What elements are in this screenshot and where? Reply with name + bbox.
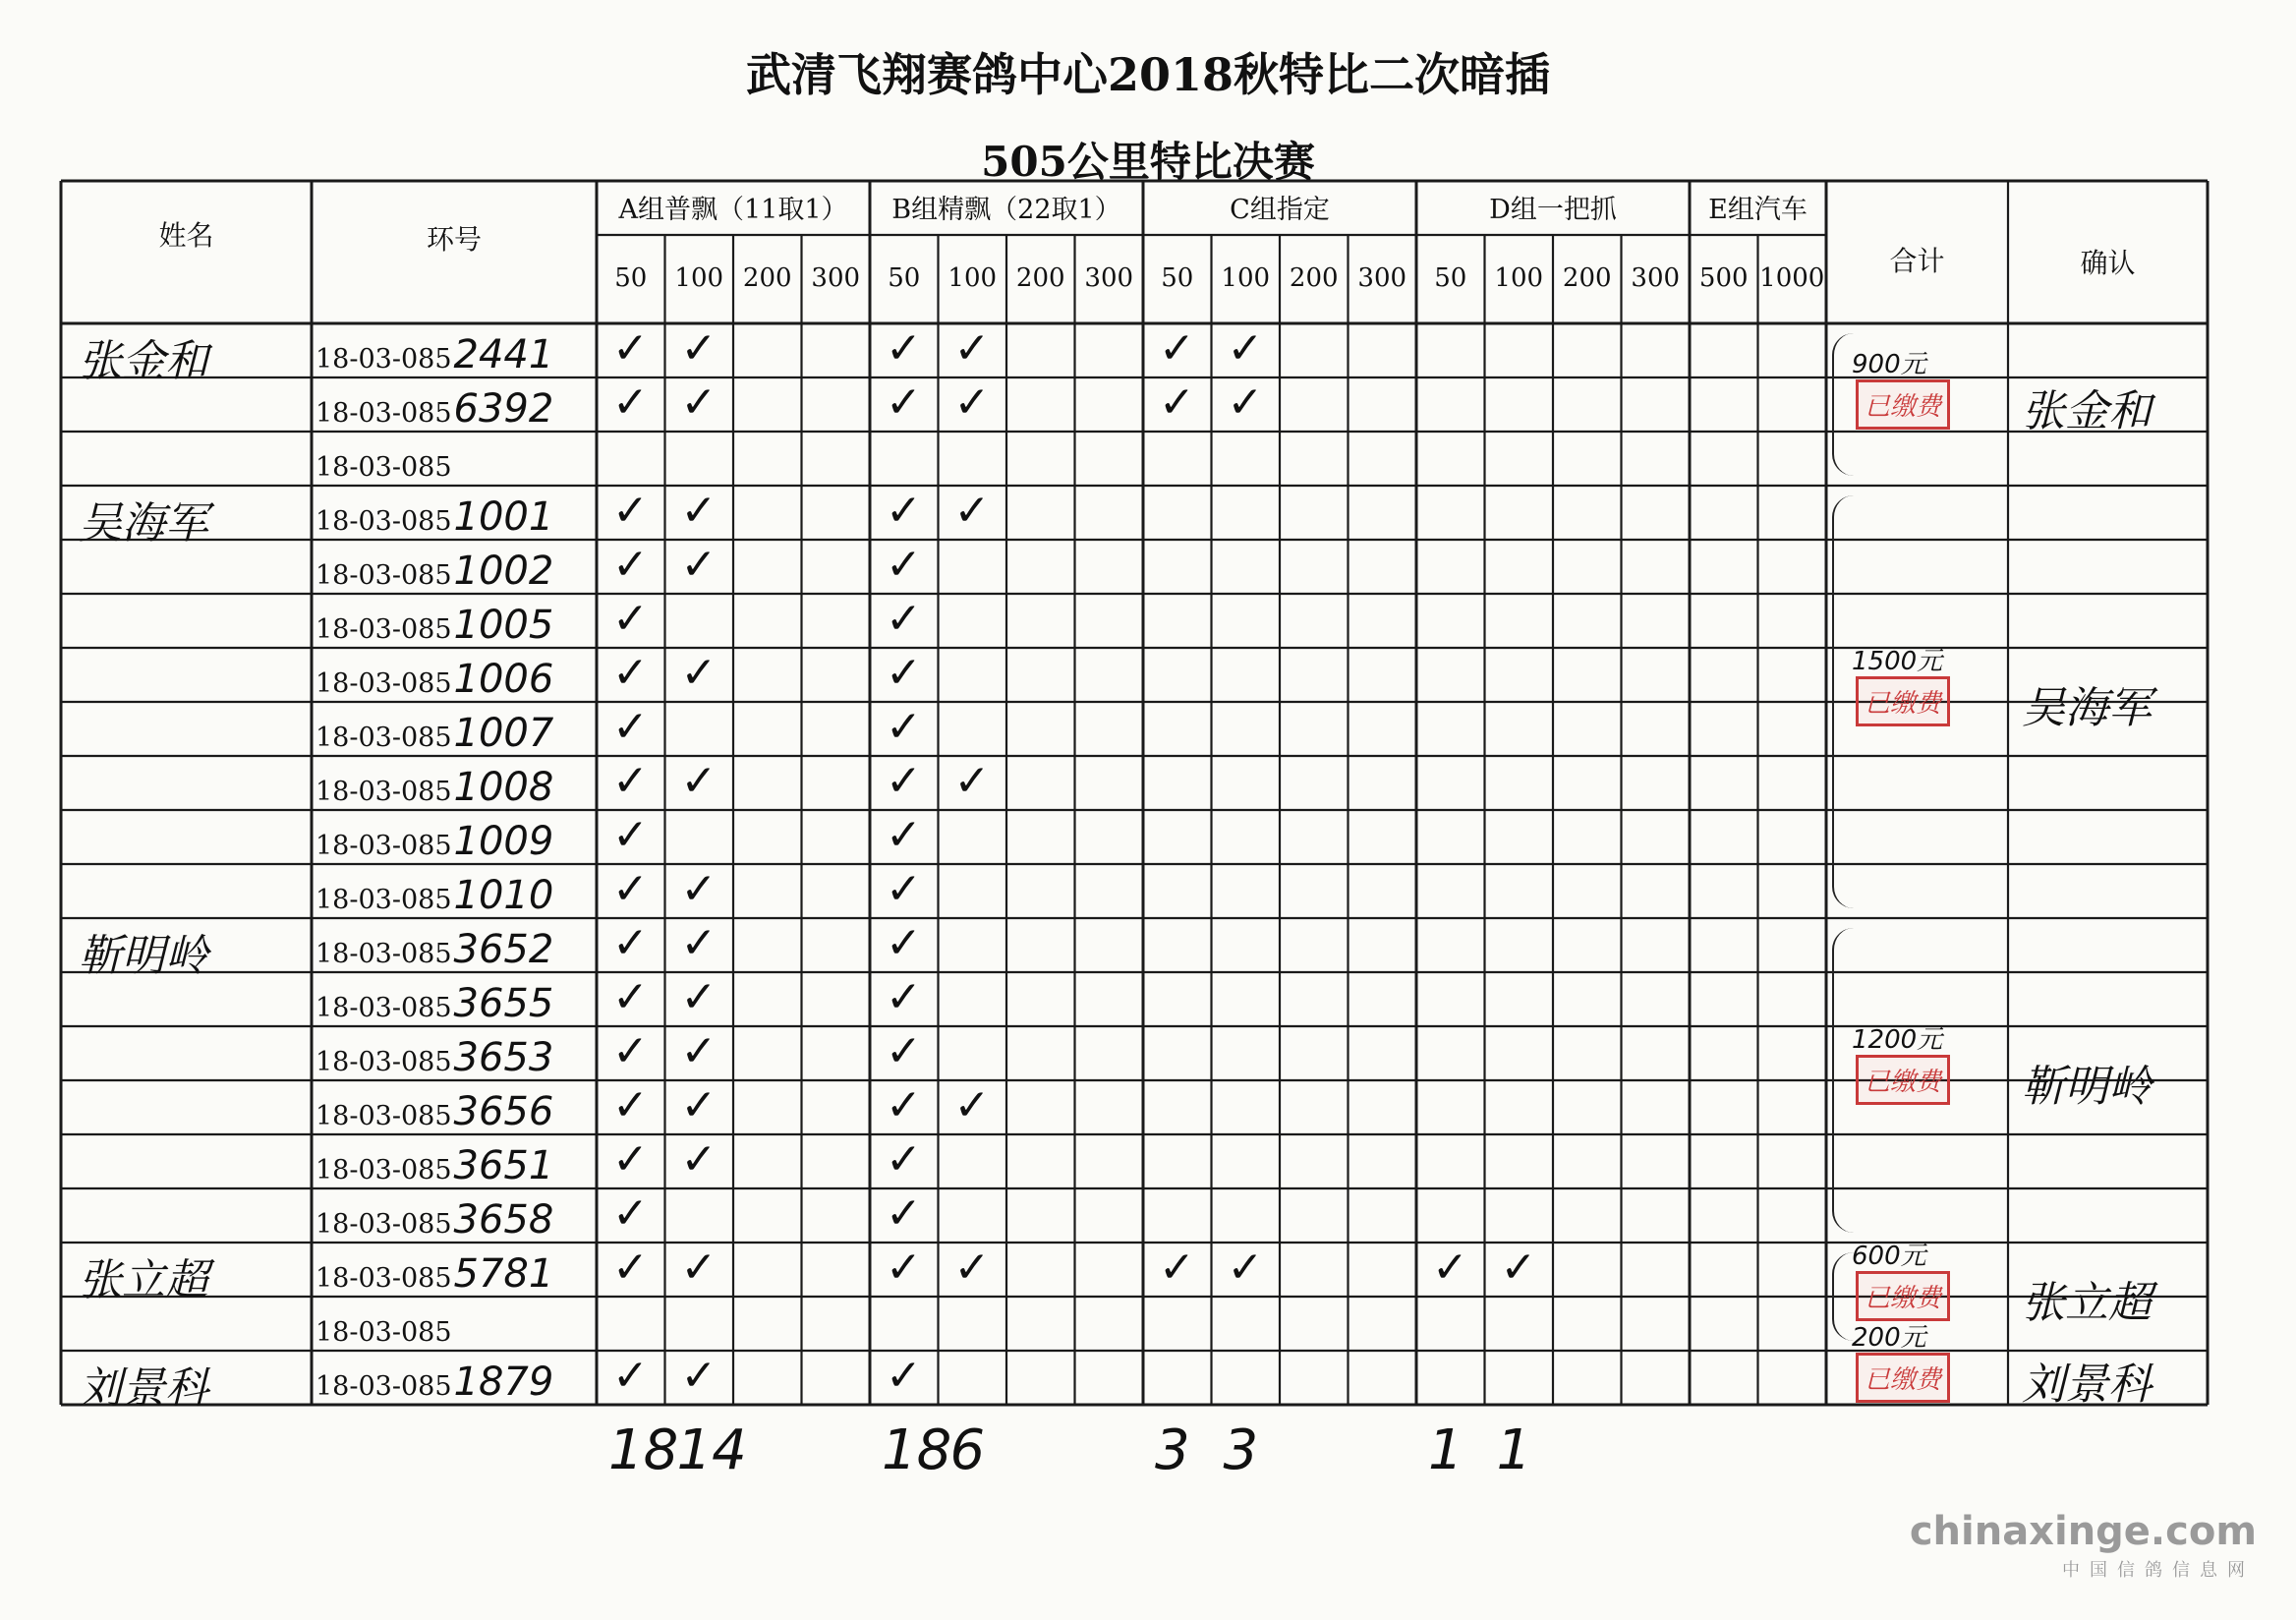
- check-mark: ✓: [612, 323, 649, 374]
- check-mark: ✓: [953, 1080, 991, 1130]
- column-total: 18: [608, 1418, 679, 1482]
- paid-stamp: 已缴费: [1856, 676, 1950, 726]
- check-mark: ✓: [612, 1351, 649, 1401]
- check-mark: ✓: [886, 756, 922, 806]
- check-mark: ✓: [612, 540, 649, 590]
- header-confirm: 确认: [2080, 247, 2136, 279]
- ring-suffix: 1006: [453, 657, 554, 702]
- ring-prefix: 18-03-085: [316, 1155, 452, 1186]
- ring-suffix: 1002: [453, 549, 554, 594]
- ring-suffix: 1010: [453, 873, 554, 918]
- header-sub-100: 100: [947, 263, 998, 293]
- check-mark: ✓: [886, 540, 922, 590]
- column-total: 14: [676, 1418, 747, 1482]
- results-table: [61, 181, 2208, 1482]
- check-mark: ✓: [680, 864, 718, 914]
- check-mark: ✓: [1227, 1243, 1264, 1293]
- column-total: 1: [1496, 1418, 1532, 1482]
- check-mark: ✓: [612, 1134, 649, 1185]
- check-mark: ✓: [886, 1080, 922, 1130]
- ring-number: [316, 494, 553, 540]
- check-mark: ✓: [612, 1188, 649, 1239]
- ring-number: [316, 1143, 553, 1188]
- check-mark: ✓: [1500, 1243, 1537, 1293]
- header-sub-200: 200: [1015, 263, 1065, 293]
- ring-number: [316, 549, 553, 594]
- total-amount: 600元: [1852, 1242, 1926, 1271]
- header-sub-200: 200: [1289, 263, 1339, 293]
- ring-number: [316, 1251, 553, 1297]
- header-group-a: A组普飘（11取1）: [618, 195, 848, 225]
- paid-stamp: 已缴费: [1856, 1271, 1950, 1321]
- check-mark: ✓: [886, 1026, 922, 1076]
- header-sub-300: 300: [1357, 263, 1407, 293]
- check-mark: ✓: [680, 1243, 718, 1293]
- header-sub-200: 200: [742, 263, 792, 293]
- ring-suffix: 3651: [453, 1143, 554, 1188]
- ring-prefix: 18-03-085: [316, 993, 452, 1023]
- header-sub-1000: 1000: [1759, 263, 1825, 293]
- check-mark: ✓: [612, 756, 649, 806]
- check-mark: ✓: [1227, 377, 1264, 428]
- ring-suffix: 1008: [453, 765, 554, 810]
- check-mark: ✓: [612, 1080, 649, 1130]
- owner-name: 刘景科: [79, 1363, 208, 1414]
- check-mark: ✓: [1432, 1243, 1468, 1293]
- check-mark: ✓: [680, 1351, 718, 1401]
- total-amount: 1500元: [1852, 647, 1943, 676]
- header-sub-300: 300: [811, 263, 861, 293]
- ring-prefix: 18-03-085: [316, 1317, 452, 1348]
- group-brace: [1832, 333, 1854, 476]
- check-mark: ✓: [680, 486, 718, 536]
- header-name: 姓名: [158, 219, 214, 252]
- ring-number: [316, 332, 553, 377]
- header-sub-200: 200: [1562, 263, 1612, 293]
- ring-prefix: 18-03-085: [316, 1209, 452, 1240]
- header-sub-300: 300: [1084, 263, 1134, 293]
- header-group-b: B组精飘（22取1）: [891, 195, 1121, 225]
- ring-prefix: 18-03-085: [316, 1047, 452, 1077]
- column-total: 6: [949, 1418, 986, 1482]
- ring-prefix: 18-03-085: [316, 831, 452, 861]
- owner-name: 吴海军: [79, 498, 208, 549]
- ring-prefix: 18-03-085: [316, 344, 452, 375]
- ring-prefix: 18-03-085: [316, 1371, 452, 1402]
- check-mark: ✓: [886, 918, 922, 968]
- ring-prefix: 18-03-085: [316, 560, 452, 591]
- owner-name: 张金和: [79, 336, 208, 386]
- ring-number: [316, 440, 454, 486]
- ring-number: [316, 603, 553, 648]
- header-sub-300: 300: [1631, 263, 1681, 293]
- header-sub-100: 100: [1221, 263, 1271, 293]
- check-mark: ✓: [1159, 377, 1195, 428]
- ring-prefix: 18-03-085: [316, 777, 452, 807]
- ring-suffix: 1007: [453, 711, 554, 756]
- ring-prefix: 18-03-085: [316, 723, 452, 753]
- header-group-c: C组指定: [1230, 195, 1330, 225]
- check-mark: ✓: [680, 1134, 718, 1185]
- header-sub-500: 500: [1698, 263, 1749, 293]
- ring-number: [316, 1360, 553, 1405]
- ring-prefix: 18-03-085: [316, 452, 452, 483]
- ring-number: [316, 873, 553, 918]
- watermark-cn: 中国信鸽信息网: [2062, 1560, 2255, 1581]
- ring-prefix: 18-03-085: [316, 1101, 452, 1131]
- group-brace: [1832, 495, 1854, 908]
- ring-suffix: 6392: [453, 386, 554, 432]
- check-mark: ✓: [886, 594, 922, 644]
- paid-stamp: 已缴费: [1856, 1353, 1950, 1403]
- ring-number: [316, 711, 553, 756]
- check-mark: ✓: [680, 1080, 718, 1130]
- check-mark: ✓: [886, 702, 922, 752]
- total-amount: 200元: [1852, 1322, 1926, 1353]
- ring-prefix: 18-03-085: [316, 398, 452, 429]
- check-mark: ✓: [886, 486, 922, 536]
- check-mark: ✓: [886, 1188, 922, 1239]
- header-total: 合计: [1889, 245, 1945, 277]
- ring-number: [316, 386, 553, 432]
- ring-suffix: 3652: [453, 927, 554, 972]
- paid-stamp: 已缴费: [1856, 1055, 1950, 1105]
- header-sub-50: 50: [888, 263, 921, 293]
- ring-suffix: 1009: [453, 819, 554, 864]
- ring-suffix: 5781: [453, 1251, 554, 1297]
- total-amount: 1200元: [1852, 1025, 1943, 1055]
- owner-name: 靳明岭: [79, 931, 208, 981]
- check-mark: ✓: [953, 377, 991, 428]
- ring-number: [316, 657, 553, 702]
- column-total: 1: [1428, 1418, 1464, 1482]
- column-total: 3: [1223, 1418, 1259, 1482]
- confirm-signature: 靳明岭: [2022, 1062, 2152, 1112]
- check-mark: ✓: [886, 972, 922, 1022]
- check-mark: ✓: [680, 918, 718, 968]
- ring-number: [316, 981, 553, 1026]
- check-mark: ✓: [953, 1243, 991, 1293]
- confirm-signature: 刘景科: [2022, 1359, 2152, 1410]
- ring-number: [316, 927, 553, 972]
- ring-suffix: 3656: [453, 1089, 554, 1134]
- ring-number: [316, 1035, 553, 1080]
- check-mark: ✓: [886, 1351, 922, 1401]
- header-sub-50: 50: [614, 263, 648, 293]
- ring-suffix: 1005: [453, 603, 554, 648]
- check-mark: ✓: [612, 486, 649, 536]
- watermark-site: chinaxinge.com: [1909, 1509, 2257, 1554]
- total-amount: 900元: [1852, 349, 1926, 379]
- ring-suffix: 1879: [453, 1360, 554, 1405]
- header-sub-100: 100: [1494, 263, 1544, 293]
- ring-number: [316, 1197, 553, 1243]
- ring-suffix: 1001: [453, 494, 554, 540]
- check-mark: ✓: [953, 756, 991, 806]
- ring-suffix: 3655: [453, 981, 554, 1026]
- check-mark: ✓: [886, 864, 922, 914]
- header-sub-50: 50: [1434, 263, 1467, 293]
- check-mark: ✓: [612, 648, 649, 698]
- check-mark: ✓: [953, 486, 991, 536]
- check-mark: ✓: [612, 702, 649, 752]
- check-mark: ✓: [612, 864, 649, 914]
- paid-stamp: 已缴费: [1856, 379, 1950, 430]
- check-mark: ✓: [680, 323, 718, 374]
- check-mark: ✓: [886, 323, 922, 374]
- header-ring: 环号: [426, 223, 482, 256]
- ring-suffix: 3653: [453, 1035, 554, 1080]
- check-mark: ✓: [680, 1026, 718, 1076]
- header-group-d: D组一把抓: [1489, 195, 1617, 225]
- check-mark: ✓: [1159, 323, 1195, 374]
- ring-number: [316, 1089, 553, 1134]
- check-mark: ✓: [612, 918, 649, 968]
- check-mark: ✓: [680, 377, 718, 428]
- ring-prefix: 18-03-085: [316, 506, 452, 537]
- check-mark: ✓: [680, 756, 718, 806]
- ring-number: [316, 819, 553, 864]
- confirm-signature: 张金和: [2022, 385, 2152, 436]
- header-sub-50: 50: [1161, 263, 1194, 293]
- check-mark: ✓: [612, 1243, 649, 1293]
- group-brace: [1832, 928, 1854, 1233]
- ring-suffix: 2441: [453, 332, 554, 377]
- check-mark: ✓: [612, 810, 649, 860]
- check-mark: ✓: [612, 594, 649, 644]
- ring-prefix: 18-03-085: [316, 668, 452, 699]
- confirm-signature: 张立超: [2022, 1278, 2152, 1328]
- header-group-e: E组汽车: [1708, 195, 1808, 225]
- check-mark: ✓: [612, 1026, 649, 1076]
- confirm-signature: 吴海军: [2022, 683, 2152, 733]
- check-mark: ✓: [1227, 323, 1264, 374]
- column-total: 3: [1155, 1418, 1190, 1482]
- check-mark: ✓: [953, 323, 991, 374]
- document-subtitle: 505公里特比决赛: [981, 138, 1315, 186]
- ring-prefix: 18-03-085: [316, 939, 452, 969]
- check-mark: ✓: [612, 377, 649, 428]
- document-title: 武清飞翔赛鸽中心2018秋特比二次暗插: [745, 48, 1551, 101]
- check-mark: ✓: [612, 972, 649, 1022]
- check-mark: ✓: [886, 377, 922, 428]
- check-mark: ✓: [886, 1243, 922, 1293]
- ring-suffix: 3658: [453, 1197, 554, 1243]
- check-mark: ✓: [886, 810, 922, 860]
- ring-number: [316, 765, 553, 810]
- header-sub-100: 100: [674, 263, 724, 293]
- check-mark: ✓: [886, 1134, 922, 1185]
- ring-number: [316, 1305, 454, 1351]
- ring-prefix: 18-03-085: [316, 614, 452, 645]
- ring-prefix: 18-03-085: [316, 885, 452, 915]
- check-mark: ✓: [680, 972, 718, 1022]
- check-mark: ✓: [680, 540, 718, 590]
- ring-prefix: 18-03-085: [316, 1263, 452, 1294]
- check-mark: ✓: [680, 648, 718, 698]
- check-mark: ✓: [1159, 1243, 1195, 1293]
- group-brace: [1832, 1252, 1854, 1341]
- owner-name: 张立超: [79, 1255, 208, 1305]
- check-mark: ✓: [886, 648, 922, 698]
- column-total: 18: [882, 1418, 952, 1482]
